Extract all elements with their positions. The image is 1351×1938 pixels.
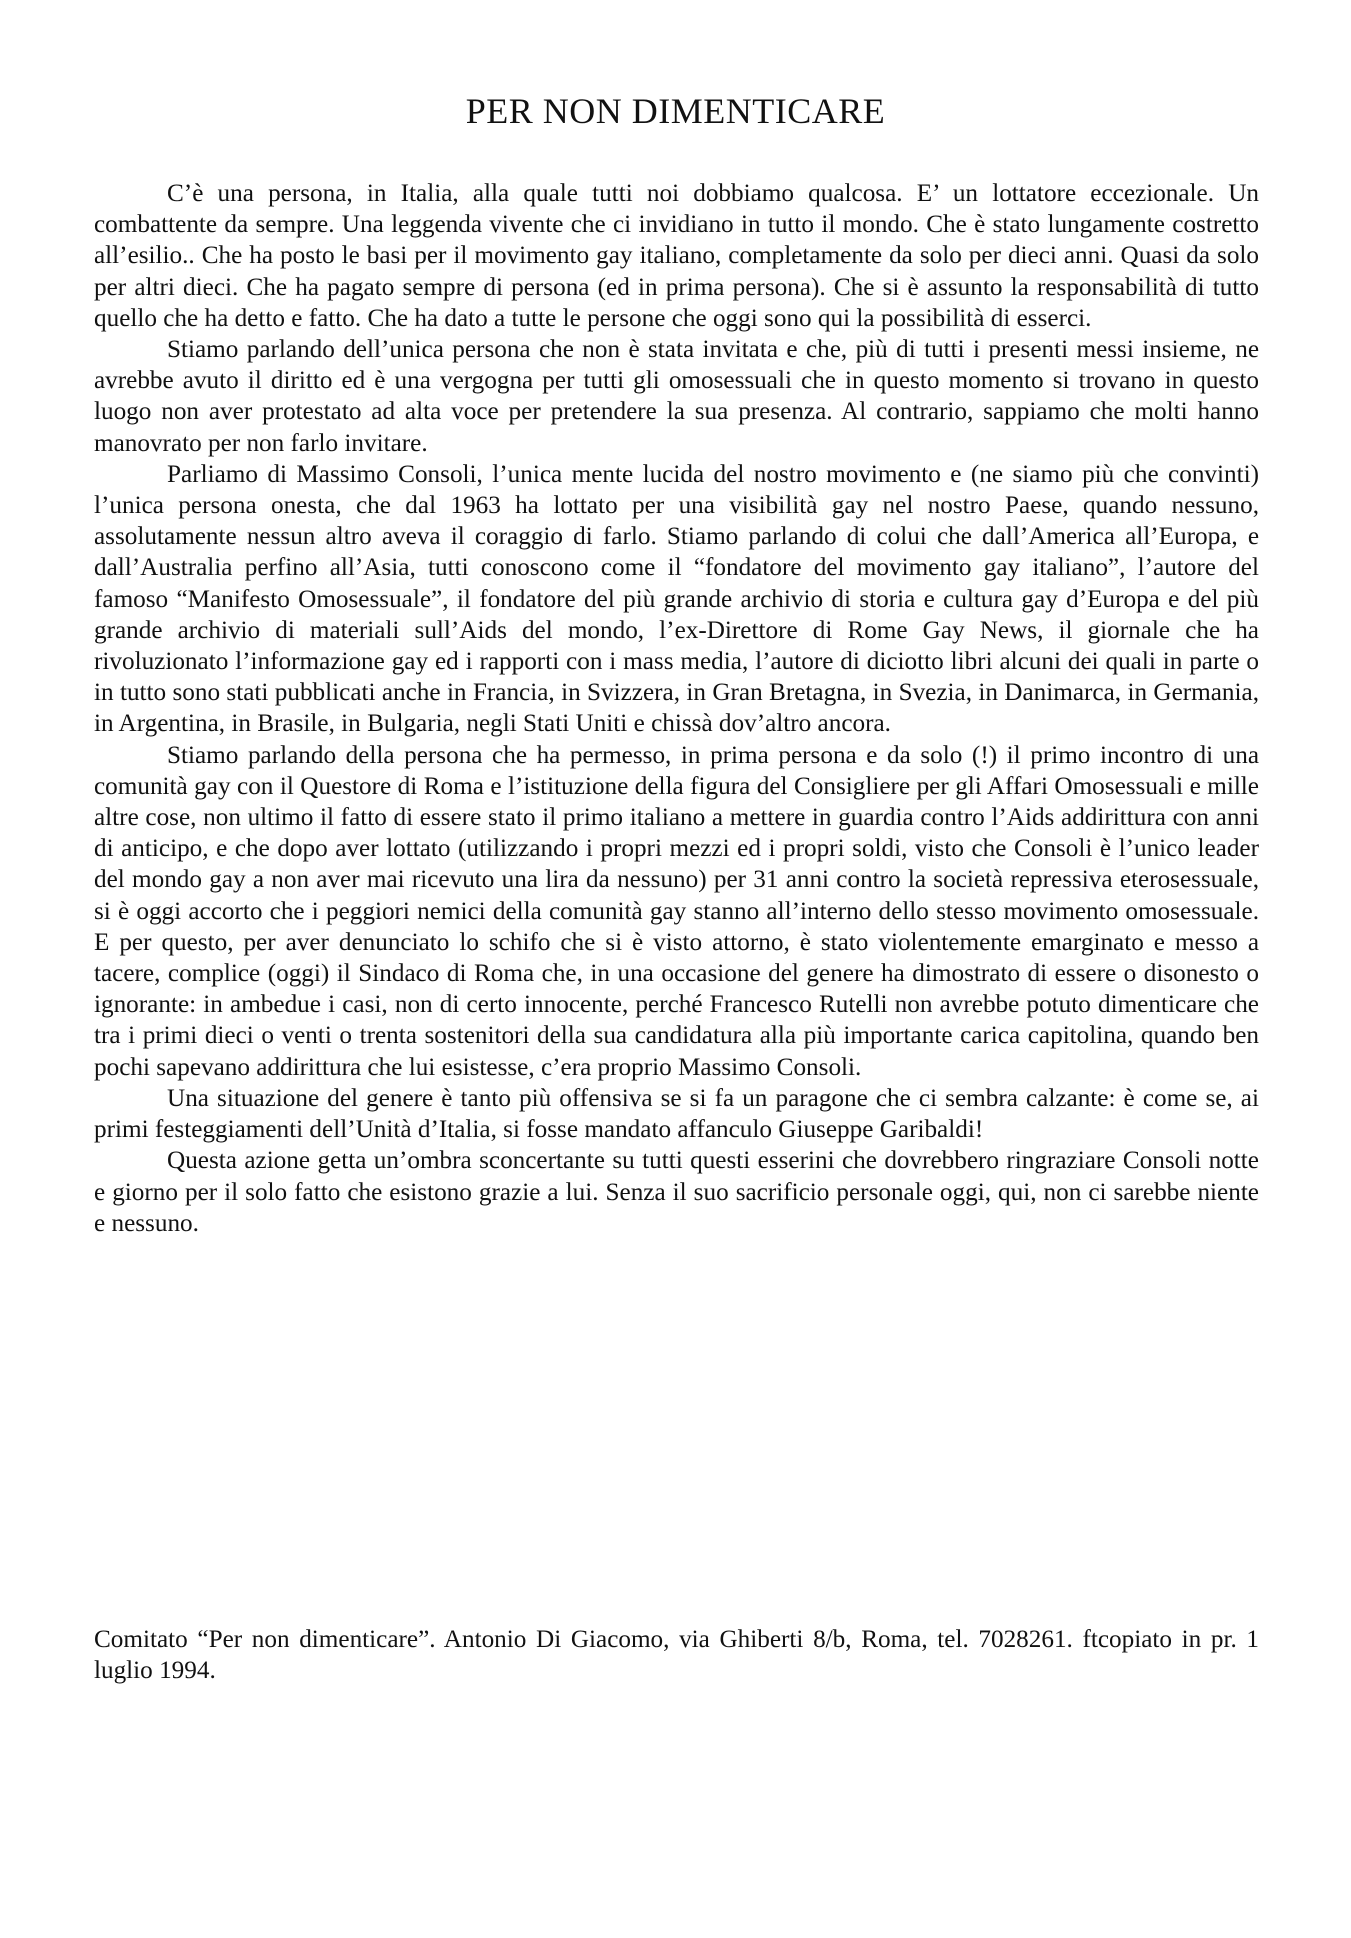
document-body <box>94 178 1259 1239</box>
paragraph-1: C’è una persona, in Italia, alla quale tutti noi dobbiamo qualcosa. E’ un lottatore eccezionale. Un combattente da sempre. Una leggenda vivente che ci invidiano in tutto il mondo. Che è stato lungamente costretto all’esilio.. Che ha posto le basi per il movimento gay italiano, completamente da solo per dieci anni. Quasi da solo per altri dieci. Che ha pagato sempre di persona (ed in prima persona). Che si è assunto la responsabilità di tutto quello che ha detto e fatto. Che ha dato a tutte le persone che oggi sono qui la possibilità di esserci. <box>94 180 1259 332</box>
paragraph-6: Questa azione getta un’ombra sconcertante su tutti questi esserini che dovrebbero ringraziare Consoli notte e giorno per il solo fatto che esistono grazie a lui. Senza il suo sacrificio personale oggi, qui, non ci sarebbe niente e nessuno. <box>94 1147 1259 1237</box>
paragraph-2: Stiamo parlando dell’unica persona che non è stata invitata e che, più di tutti i presenti messi insieme, ne avrebbe avuto il diritto ed è una vergogna per tutti gli omosessuali che in questo momento si trovano in questo luogo non aver protestato ad alta voce per pretendere la sua presenza. Al contrario, sappiamo che molti hanno manovrato per non farlo invitare. <box>94 336 1259 457</box>
paragraph-4: Stiamo parlando della persona che ha permesso, in prima persona e da solo (!) il primo incontro di una comunità gay con il Questore di Roma e l’istituzione della figura del Consigliere per gli Affari Omosessuali e mille altre cose, non ultimo il fatto di essere stato il primo italiano a mettere in guardia contro l’Aids addirittura con anni di anticipo, e che dopo aver lottato (utilizzando i propri mezzi ed i propri soldi, visto che Consoli è l’unico leader del mondo gay a non aver mai ricevuto una lira da nessuno) per 31 anni contro la società repressiva eterosessuale, si è oggi accorto che i peggiori nemici della comunità gay stanno all’interno dello stesso movimento omosessuale. E per questo, per aver denunciato lo schifo che si è visto attorno, è stato violentemente emarginato e messo a tacere, complice (oggi) il Sindaco di Roma che, in una occasione del genere ha dimostrato di essere o disonesto o ignorante: in ambedue i casi, non di certo innocente, perché Francesco Rutelli non avrebbe potuto dimenticare che tra i primi dieci o venti o trenta sostenitori della sua candidatura alla più importante carica capitolina, quando ben pochi sapevano addirittura che lui esistesse, c’era proprio Massimo Consoli. <box>94 741 1259 1081</box>
document-title: PER NON DIMENTICARE <box>465 91 886 131</box>
signature-block: Comitato “Per non dimenticare”. Antonio Di Giacomo, via Ghiberti 8/b, Roma, tel. 7028261. ftcopiato in pr. 1 luglio 1994. <box>94 1626 1259 1685</box>
paragraph-5: Una situazione del genere è tanto più offensiva se si fa un paragone che ci sembra calzante: è come se, ai primi festeggiamenti dell’Unità d’Italia, si fosse mandato affanculo Giuseppe Garibaldi! <box>94 1084 1259 1144</box>
paragraph-3: Parliamo di Massimo Consoli, l’unica mente lucida del nostro movimento e (ne siamo più che convinti) l’unica persona onesta, che dal 1963 ha lottato per una visibilità gay nel nostro Paese, quando nessuno, assolutamente nessun altro aveva il coraggio di farlo. Stiamo parlando di colui che dall’America all’Europa, e dall’Australia perfino all’Asia, tutti conoscono come il “fondatore del movimento gay italiano”, l’autore del famoso “Manifesto Omosessuale”, il fondatore del più grande archivio di storia e cultura gay d’Europa e del più grande archivio di materiali sull’Aids del mondo, l’ex-Direttore di Rome Gay News, il giornale che ha rivoluzionato l’informazione gay ed i rapporti con i mass media, l’autore di diciotto libri alcuni dei quali in parte o in tutto sono stati pubblicati anche in Francia, in Svizzera, in Gran Bretagna, in Svezia, in Danimarca, in Germania, in Argentina, in Brasile, in Bulgaria, negli Stati Uniti e chissà dov’altro ancora. <box>94 460 1259 738</box>
